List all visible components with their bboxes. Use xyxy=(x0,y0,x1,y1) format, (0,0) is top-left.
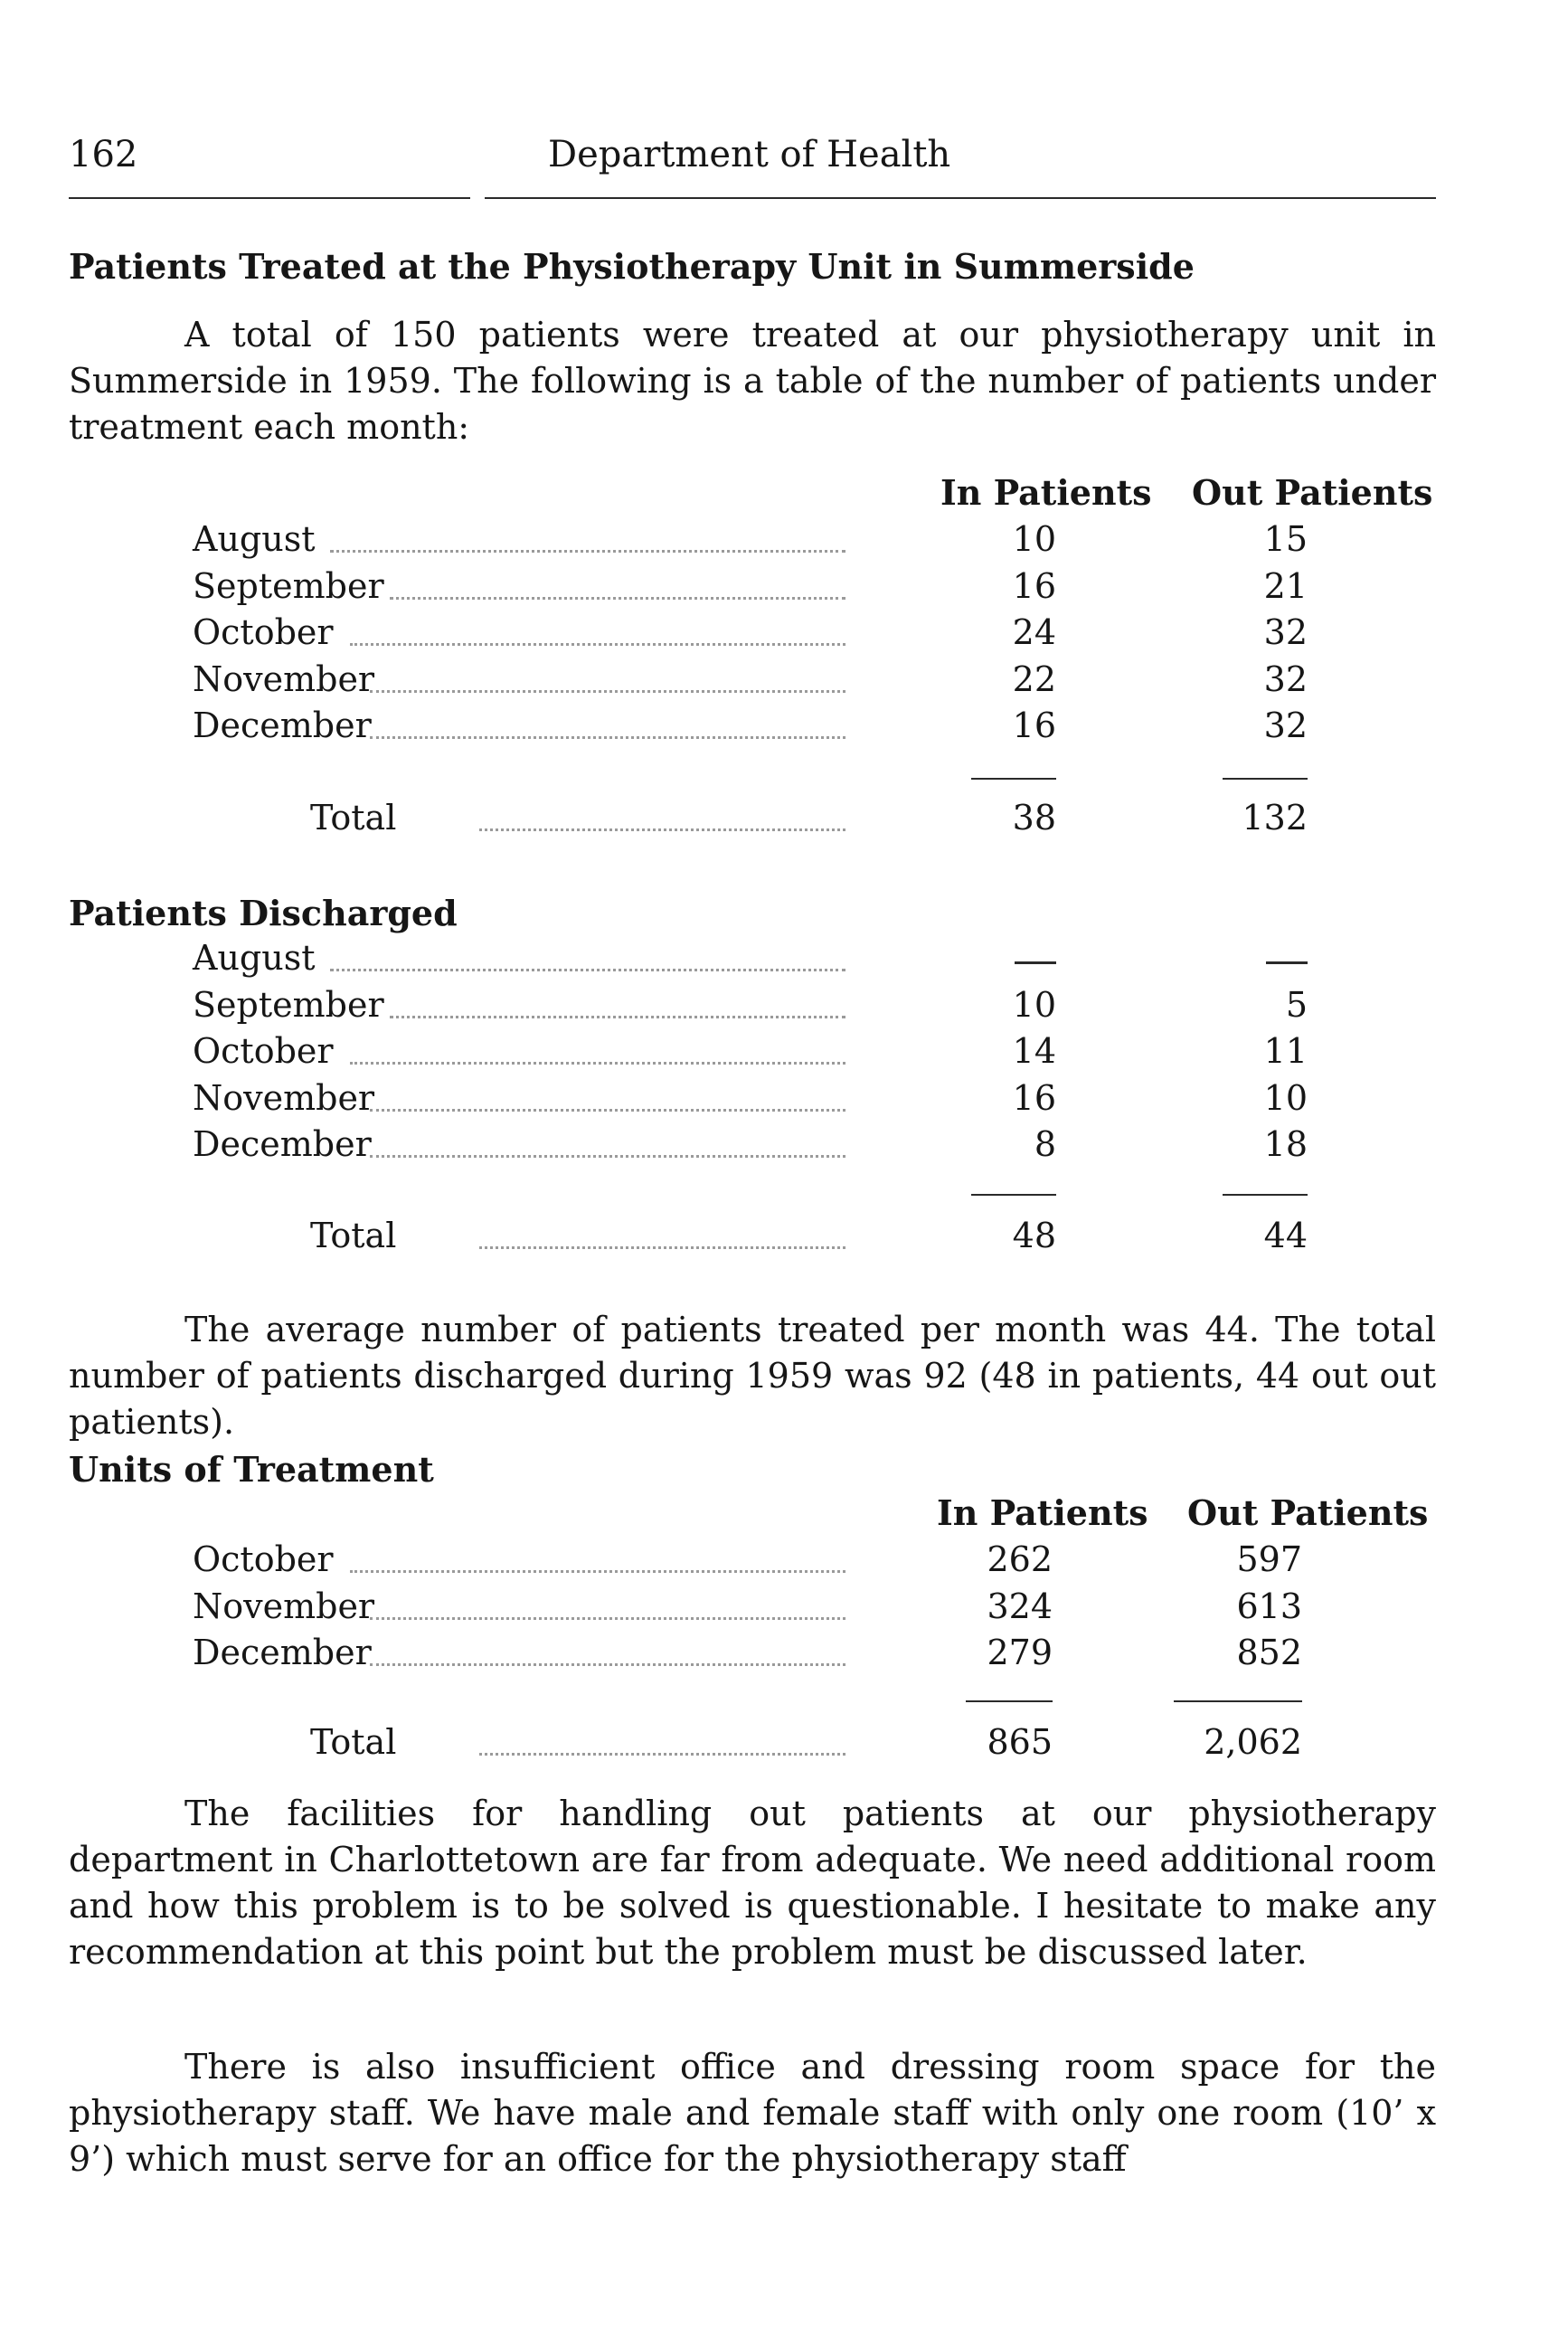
in-patients-value: 324 xyxy=(987,1586,1053,1626)
table-row xyxy=(0,938,1568,984)
out-patients-value: 44 xyxy=(1263,1216,1308,1255)
table-row xyxy=(0,612,1568,658)
out-patients-value: 852 xyxy=(1236,1633,1302,1672)
table-row xyxy=(0,519,1568,565)
header-rule-left xyxy=(69,197,470,199)
table-row xyxy=(0,705,1568,752)
dot-leader xyxy=(390,1016,845,1018)
dot-leader xyxy=(390,597,845,600)
table-row xyxy=(0,659,1568,705)
total-label: Total xyxy=(310,798,397,838)
dot-leader xyxy=(370,736,845,739)
month-label: August xyxy=(193,519,316,559)
out-patients-value: 32 xyxy=(1263,705,1308,745)
out-patients-value: 132 xyxy=(1242,798,1308,838)
page-header xyxy=(69,134,1436,188)
dot-leader xyxy=(479,1753,845,1756)
in-patients-value: 8 xyxy=(1034,1124,1056,1164)
out-patients-value: 10 xyxy=(1263,1077,1308,1118)
in-patients-value: 22 xyxy=(1012,658,1056,699)
month-label: August xyxy=(193,938,316,978)
table-row xyxy=(0,1586,1568,1633)
dot-leader xyxy=(479,828,845,831)
out-patients-value: 2,062 xyxy=(1204,1722,1302,1762)
out-patients-value: 15 xyxy=(1263,519,1308,559)
dot-leader xyxy=(370,1155,845,1158)
total-row xyxy=(0,798,1568,844)
table-row xyxy=(0,1539,1568,1586)
dot-leader xyxy=(370,690,845,693)
out-patients-value: 21 xyxy=(1263,565,1308,606)
facilities-paragraph: The facilities for handling out patients at our physiotherapy department in Charlottetown are far from adequate. We need additional room and how this problem is to be solved is questionable. I hesitate to make any recommendation at this point but the problem must be discussed later. xyxy=(69,1794,1436,1972)
month-label: December xyxy=(193,1633,372,1672)
dot-leader xyxy=(350,1570,845,1573)
dot-leader xyxy=(370,1617,845,1620)
section-heading-discharged: Patients Discharged xyxy=(69,893,458,933)
out-patients-value: 613 xyxy=(1236,1586,1302,1626)
out-patients-value: 597 xyxy=(1236,1539,1302,1579)
in-patients-value: 14 xyxy=(1012,1031,1056,1071)
in-patients-value: 24 xyxy=(1012,612,1056,652)
sum-rule-out xyxy=(1223,778,1308,780)
in-patients-value: 10 xyxy=(1012,984,1056,1025)
section-heading-units: Units of Treatment xyxy=(69,1449,434,1490)
table-row xyxy=(0,985,1568,1031)
month-label: December xyxy=(193,705,372,745)
month-label: September xyxy=(193,565,384,606)
total-label: Total xyxy=(310,1722,397,1762)
in-patients-value: 16 xyxy=(1012,565,1056,606)
in-patients-value: 16 xyxy=(1012,705,1056,745)
header-rule-right xyxy=(485,197,1436,199)
table-row xyxy=(0,1078,1568,1124)
out-patients-dash xyxy=(1266,961,1308,964)
sum-rule-out xyxy=(1223,1194,1308,1196)
month-label: October xyxy=(193,1031,334,1071)
dot-leader xyxy=(479,1246,845,1249)
sum-rule-in xyxy=(971,778,1056,780)
sum-rule-in xyxy=(966,1700,1053,1702)
in-patients-value: 48 xyxy=(1012,1216,1056,1255)
running-title: Department of Health xyxy=(548,134,951,175)
intro-paragraph: A total of 150 patients were treated at our physiotherapy unit in Summerside in 1959. The following is a table of the number of patients under treatment each month: xyxy=(69,315,1436,447)
month-label: November xyxy=(193,1077,375,1118)
in-patients-value: 865 xyxy=(987,1722,1053,1762)
table-row xyxy=(0,1124,1568,1170)
sum-rule-in xyxy=(971,1194,1056,1196)
dot-leader xyxy=(330,550,845,553)
out-patients-value: 32 xyxy=(1263,612,1308,652)
in-patients-value: 279 xyxy=(987,1633,1053,1672)
sum-rule-out xyxy=(1174,1700,1302,1702)
month-label: October xyxy=(193,1539,334,1579)
column-header-in-patients: In Patients xyxy=(940,472,1152,513)
column-header-out-patients: Out Patients xyxy=(1187,1492,1429,1533)
dot-leader xyxy=(370,1663,845,1666)
dot-leader xyxy=(330,969,845,971)
column-header-out-patients: Out Patients xyxy=(1192,472,1433,513)
office-paragraph: There is also insufficient office and dressing room space for the physiotherapy staff. We have male and female staff with only one room (10’ x 9’) which must serve for an office for the physiotherapy staff xyxy=(69,2047,1436,2179)
column-header-in-patients: In Patients xyxy=(937,1492,1148,1533)
section-heading-treated: Patients Treated at the Physiotherapy Unit in Summerside xyxy=(69,246,1195,287)
page-number: 162 xyxy=(69,134,138,175)
average-paragraph: The average number of patients treated per month was 44. The total number of patients discharged during 1959 was 92 (48 in patients, 44 out out patients). xyxy=(69,1310,1436,1442)
dot-leader xyxy=(370,1109,845,1112)
table-row xyxy=(0,566,1568,612)
out-patients-value: 18 xyxy=(1263,1124,1308,1164)
in-patients-value: 10 xyxy=(1012,519,1056,559)
month-label: October xyxy=(193,612,334,652)
out-patients-value: 32 xyxy=(1263,658,1308,699)
total-row xyxy=(0,1216,1568,1262)
table-row xyxy=(0,1031,1568,1077)
dot-leader xyxy=(350,1062,845,1065)
total-label: Total xyxy=(310,1216,397,1255)
in-patients-value: 262 xyxy=(987,1539,1053,1579)
in-patients-value: 38 xyxy=(1012,798,1056,838)
dot-leader xyxy=(350,643,845,646)
total-row xyxy=(0,1722,1568,1768)
in-patients-dash xyxy=(1015,961,1056,964)
out-patients-value: 5 xyxy=(1285,984,1308,1025)
month-label: September xyxy=(193,984,384,1025)
in-patients-value: 16 xyxy=(1012,1077,1056,1118)
month-label: November xyxy=(193,658,375,699)
month-label: December xyxy=(193,1124,372,1164)
table-row xyxy=(0,1633,1568,1679)
out-patients-value: 11 xyxy=(1263,1031,1308,1071)
month-label: November xyxy=(193,1586,375,1626)
